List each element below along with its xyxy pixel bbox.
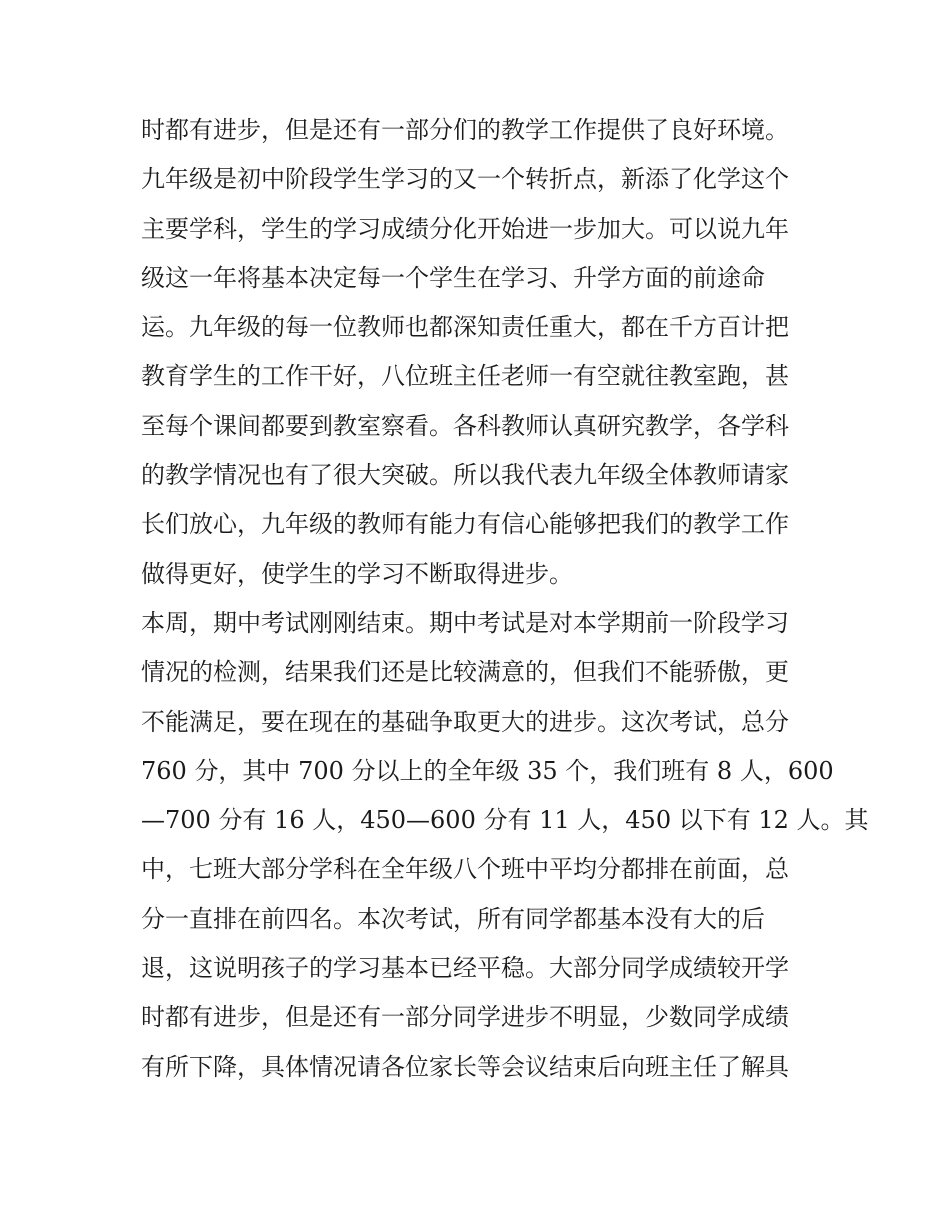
text-line: 长们放心，九年级的教师有能力有信心能够把我们的教学工作 — [141, 510, 789, 539]
text-line: 退，这说明孩子的学习基本已经平稳。大部分同学成绩较开学 — [141, 954, 789, 983]
text-line: 运。九年级的每一位教师也都深知责任重大，都在千方百计把 — [141, 313, 789, 342]
text-line: 主要学科，学生的学习成绩分化开始进一步加大。可以说九年 — [141, 214, 789, 243]
text-line: 的教学情况也有了很大突破。所以我代表九年级全体教师请家 — [141, 461, 789, 490]
text-line: 时都有进步，但是还有一部分们的教学工作提供了良好环境。 — [141, 116, 789, 144]
text-line: 时都有进步，但是还有一部分同学进步不明显，少数同学成绩 — [141, 1003, 789, 1032]
text-line: 760 分，其中 700 分以上的全年级 35 个，我们班有 8 人，600 — [141, 756, 834, 785]
text-line: 情况的检测，结果我们还是比较满意的，但我们不能骄傲，更 — [141, 658, 789, 687]
text-line: —700 分有 16 人，450—600 分有 11 人，450 以下有 12 人。其 — [141, 806, 869, 835]
text-line: 有所下降，具体情况请各位家长等会议结束后向班主任了解具 — [141, 1052, 789, 1081]
body-text — [141, 106, 869, 1092]
text-line: 不能满足，要在现在的基础争取更大的进步。这次考试，总分 — [141, 707, 789, 736]
text-line: 至每个课间都要到教室察看。各科教师认真研究教学，各学科 — [141, 411, 789, 440]
text-line: 本周，期中考试刚刚结束。期中考试是对本学期前一阶段学习 — [141, 608, 789, 637]
text-line: 做得更好，使学生的学习不断取得进步。 — [141, 559, 573, 588]
text-line: 级这一年将基本决定每一个学生在学习、升学方面的前途命 — [141, 263, 765, 292]
text-line: 九年级是初中阶段学生学习的又一个转折点，新添了化学这个 — [141, 165, 789, 194]
text-line: 教育学生的工作干好，八位班主任老师一有空就往教室跑，甚 — [141, 362, 789, 391]
text-line: 分一直排在前四名。本次考试，所有同学都基本没有大的后 — [141, 904, 765, 933]
text-line: 中，七班大部分学科在全年级八个班中平均分都排在前面，总 — [141, 855, 789, 884]
